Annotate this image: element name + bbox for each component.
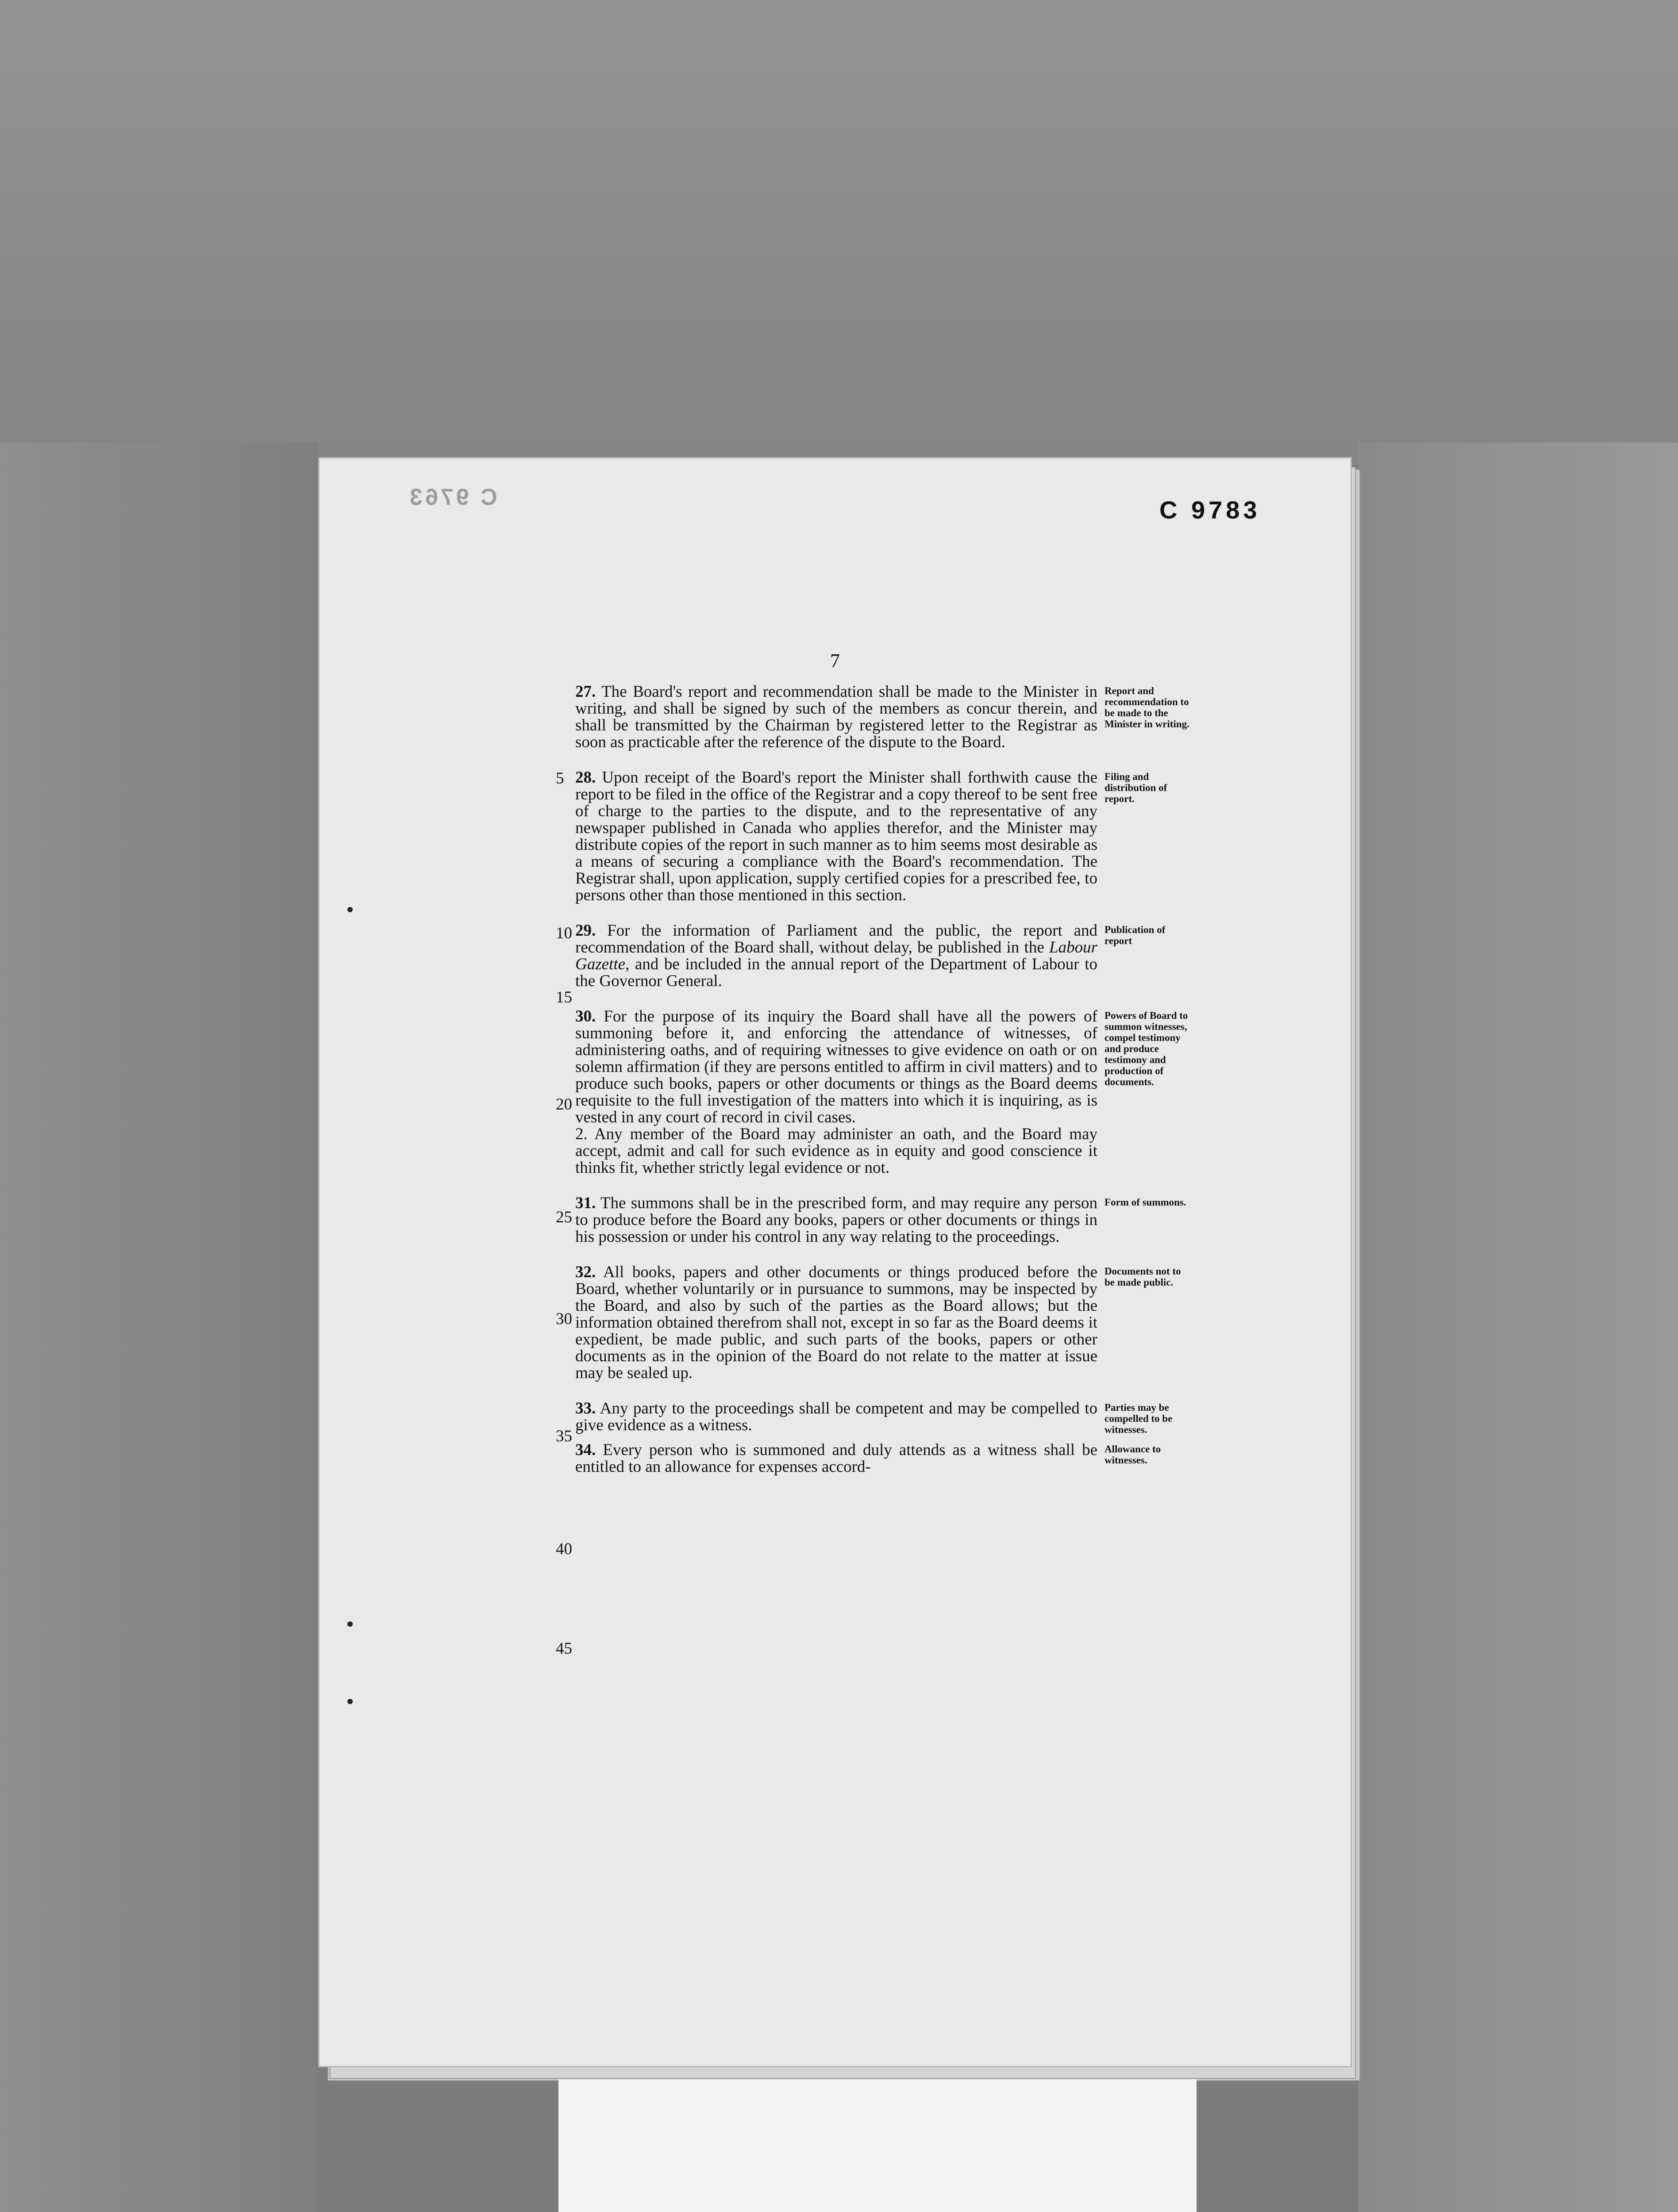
section-number: 33.: [575, 1399, 596, 1417]
section-text-continued: , and be included in the annual report of the Department of Labour to the Governor General.: [575, 955, 1097, 990]
section-31: [575, 1194, 1186, 1246]
line-number: 45: [556, 1640, 572, 1658]
margin-note: Documents not to be made public.: [1105, 1266, 1181, 1288]
line-number: 15: [556, 988, 572, 1006]
margin-note: Publication of report: [1105, 924, 1166, 946]
publication-title: Labour Gazette: [575, 938, 1097, 973]
margin-note: Powers of Board to summon witnesses, compel testimony and produce testimony and production of documents.: [1105, 1010, 1188, 1087]
document-number-stamp: C 9783: [1159, 496, 1261, 524]
section-text: The summons shall be in the prescribed form, and may require any person to produce before the Board any books, papers or other documents or things in his possession or under his control in any way relating to the proceedings.: [575, 1194, 1097, 1246]
margin-note: Report and recommendation to be made to the Minister in writing.: [1105, 685, 1189, 730]
section-30: [575, 1007, 1188, 1177]
section-text: For the information of Parliament and the public, the report and recommendation of the Board shall, without delay, be published in the: [575, 922, 1098, 956]
line-number: 10: [556, 924, 572, 942]
margin-note: Form of summons.: [1105, 1197, 1186, 1208]
line-number: 5: [556, 769, 564, 787]
punch-mark: [347, 1699, 353, 1704]
line-number: 35: [556, 1427, 572, 1445]
punch-mark: [347, 907, 353, 912]
punch-mark: [347, 1621, 353, 1627]
background-top: [0, 0, 1678, 465]
section-text: Upon receipt of the Board's report the Minister shall forthwith cause the report to be filed in the office of the Registrar and a copy thereof to be sent free of charge to the parties to the dispute, and to the representative of any newspaper published in Canada who applies therefor, and the Minister may distribute copies of the report in such manner as to him seems most desirable as a means of securing a compliance with the Board's recommendation. The Registrar shall, upon application, supply certified copies for a prescribed fee, to persons other than those mentioned in this section.: [575, 768, 1097, 904]
section-text: Every person who is summoned and duly attends as a witness shall be entitled to an allowance for expenses accord-: [575, 1441, 1097, 1476]
line-number: 25: [556, 1208, 572, 1226]
margin-note: Allowance to witnesses.: [1105, 1444, 1161, 1466]
mirrored-stamp: C 9763: [407, 484, 497, 510]
section-number: 32.: [575, 1263, 596, 1281]
section-33: [575, 1399, 1173, 1435]
section-text: Any party to the proceedings shall be competent and may be compelled to give evidence as a witness.: [575, 1399, 1097, 1434]
line-number: 40: [556, 1540, 572, 1558]
line-number: 30: [556, 1310, 572, 1328]
section-29: [575, 922, 1166, 990]
section-number: 29.: [575, 922, 596, 940]
collection-label-card: [558, 2079, 1197, 2212]
section-32: [575, 1263, 1181, 1382]
statute-text: [575, 683, 1189, 1494]
margin-note: Filing and distribution of report.: [1105, 771, 1167, 804]
section-27: [575, 683, 1189, 751]
background-left: [0, 442, 319, 2212]
section-28: [575, 768, 1167, 904]
background-right: [1359, 442, 1678, 2212]
page-number: 7: [830, 650, 840, 672]
section-number: 34.: [575, 1441, 596, 1459]
section-number: 31.: [575, 1194, 596, 1212]
section-text: For the purpose of its inquiry the Board shall have all the powers of summoning before it, and enforcing the attendance of witnesses, of administering oaths, and of requiring witnesses to give evidence on oath or on solemn affirmation (if they are persons entitled to affirm in civil matters) and to produce such books, papers or other documents or things as the Board deems requisite to the full investigation of the matters into which it is inquiring, as is vested in any court of record in civil cases.: [575, 1007, 1098, 1126]
section-number: 28.: [575, 768, 596, 787]
margin-note: Parties may be compelled to be witnesses.: [1105, 1402, 1173, 1435]
section-text: All books, papers and other documents or things produced before the Board, whether voluntarily or in pursuance to summons, may be inspected by the Board, and also by such of the parties as the Board allows; but the information obtained therefrom shall not, except in so far as the Board deems it expedient, be made public, and such parts of the books, papers or other documents as in the opinion of the Board do not relate to the matter at issue may be sealed up.: [575, 1263, 1097, 1382]
line-number: 20: [556, 1095, 572, 1114]
section-number: 27.: [575, 683, 596, 701]
section-number: 30.: [575, 1007, 596, 1025]
section-text: The Board's report and recommendation shall be made to the Minister in writing, and shall be signed by such of the members as concur therein, and shall be transmitted by the Chairman by registered letter to the Registrar as soon as practicable after the reference of the dispute to the Board.: [575, 683, 1097, 751]
section-34: [575, 1441, 1161, 1476]
subsection-2: 2. Any member of the Board may administer an oath, and the Board may accept, admit and call for such evidence as in equity and good conscience it thinks fit, whether strictly legal evidence or not.: [575, 1125, 1097, 1177]
